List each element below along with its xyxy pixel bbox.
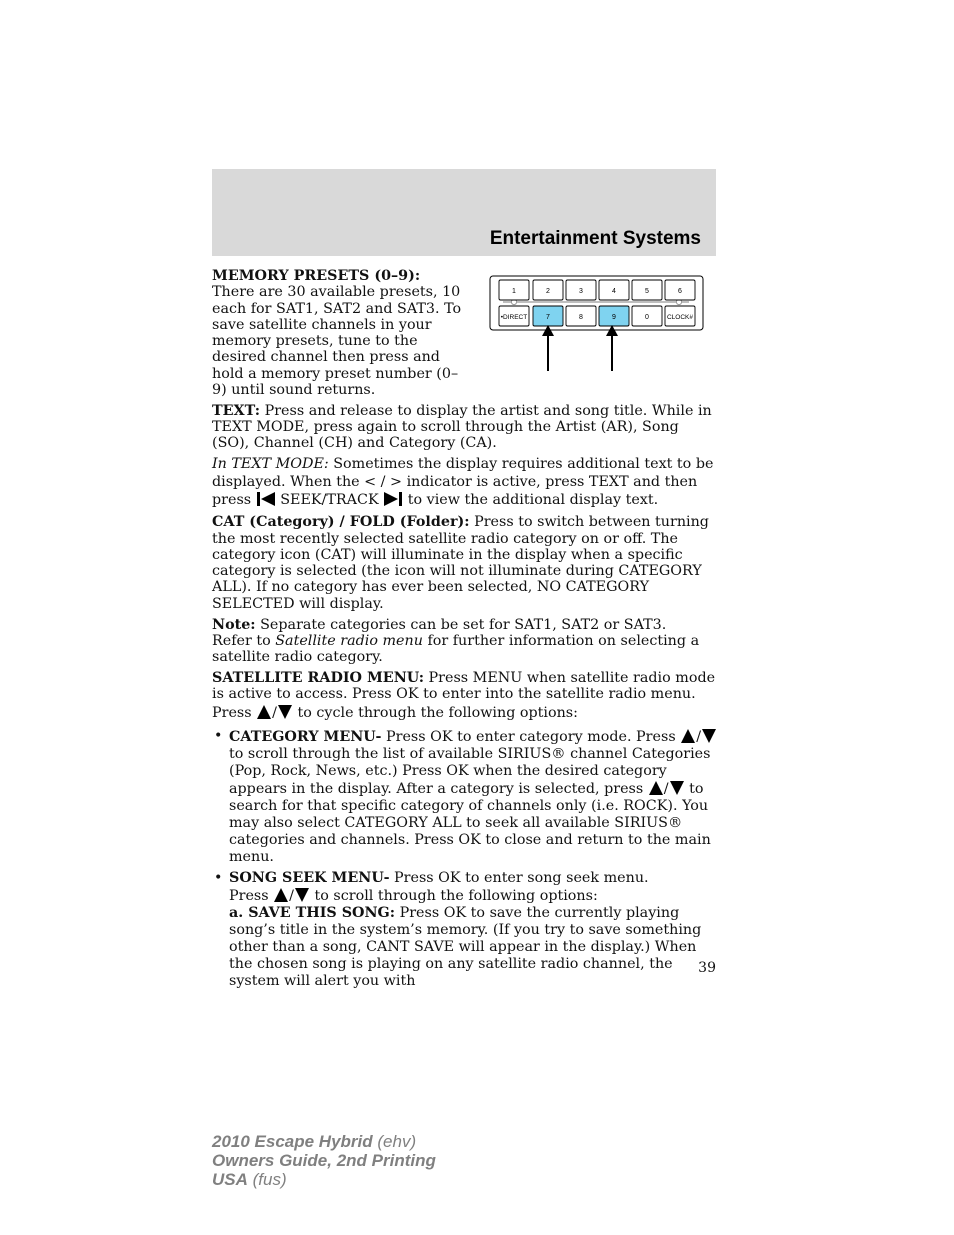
list-item: • CATEGORY MENU- Press OK to enter category mode. Press / to scroll through the list of available SIRIUS® channel Categories (Pop, Rock, News, etc.) Press OK when the desired category appears in the display. After a category is selected, press / to search for that specific category of channels only (i.e. ROCK). You may also select CATEGORY ALL to seek all available SIRIUS® categories and channels. Press OK to close and return to the main menu. — [212, 728, 718, 866]
cat-fold-paragraph: CAT (Category) / FOLD (Folder): Press to switch between turning the most recently selected satellite radio category on or off. The category icon (CAT) will illuminate in the display when a specific category is selected (the icon will not illuminate during CATEGORY ALL). If no category has ever been selected, NO CATEGORY SELECTED will display. — [212, 514, 709, 612]
arrow-up-icon — [680, 728, 696, 744]
page-content — [212, 268, 718, 994]
list-item: • SONG SEEK MENU- Press OK to enter song seek menu. Press / to scroll through the following options: a. SAVE THIS SONG: Press OK to save the currently playing song’s title in the system’s memory. (If you try to save something other than a song, CANT SAVE will appear in the display.) When the chosen song is playing on any satellite radio channel, the system will alert you with — [212, 870, 718, 990]
preset-button-label: 9 — [612, 314, 616, 321]
page-number: 39 — [698, 960, 716, 976]
seek-forward-icon — [383, 491, 403, 507]
memory-presets-paragraph: MEMORY PRESETS (0–9): There are 30 available presets, 10 each for SAT1, SAT2 and SAT3. To save satellite channels in your memory presets, tune to the desired channel then press and hold a memory preset number (0–9) until sound returns. — [212, 268, 462, 399]
seek-track-label: SEEK/TRACK — [280, 492, 379, 509]
arrow-down-icon — [669, 780, 685, 796]
preset-button-label: •DIRECT — [500, 314, 528, 321]
arrow-down-icon — [277, 704, 293, 720]
section-header-band — [212, 169, 716, 256]
memory-presets-label: MEMORY PRESETS (0–9): — [212, 268, 421, 284]
menu-options-list — [212, 728, 718, 990]
section-title: Entertainment Systems — [489, 228, 701, 249]
satellite-menu-paragraph: SATELLITE RADIO MENU: Press MENU when satellite radio mode is active to access. Press OK to enter into the satellite radio menu. Press / to cycle through the following options: — [212, 669, 716, 721]
arrow-up-icon — [256, 704, 272, 720]
preset-button-label: 3 — [579, 288, 583, 295]
text-paragraph: TEXT: Press and release to display the artist and song title. While in TEXT MODE, press again to scroll through the Artist (AR), Song (SO), Channel (CH) and Category (CA). — [212, 402, 712, 452]
arrow-up-icon — [648, 780, 664, 796]
preset-button-label: 0 — [645, 314, 649, 321]
preset-button-label: CLOCK# — [666, 314, 694, 321]
seek-back-icon — [256, 491, 276, 507]
note-paragraph: Note: Separate categories can be set for SAT1, SAT2 or SAT3. Refer to Satellite radio menu for further information on selecting a satellite radio category. — [212, 616, 700, 666]
document-footer: 2010 Escape Hybrid (ehv) Owners Guide, 2nd Printing USA (fus) — [212, 1132, 436, 1189]
arrow-down-icon — [294, 887, 310, 903]
preset-button-label: 5 — [645, 288, 649, 295]
arrow-down-icon — [701, 728, 717, 744]
preset-button-label: 6 — [678, 288, 682, 295]
preset-button-label: 7 — [546, 314, 550, 321]
arrow-up-icon — [273, 887, 289, 903]
preset-button-label: 4 — [612, 288, 616, 295]
text-mode-paragraph: In TEXT MODE: Sometimes the display requires additional text to be displayed. When the < / > indicator is active, press TEXT and then press SEEK/TRACK to view the additional display text. — [212, 456, 714, 509]
preset-button-label: 8 — [579, 314, 583, 321]
preset-button-label: 1 — [512, 288, 516, 295]
preset-button-label: 2 — [546, 288, 550, 295]
